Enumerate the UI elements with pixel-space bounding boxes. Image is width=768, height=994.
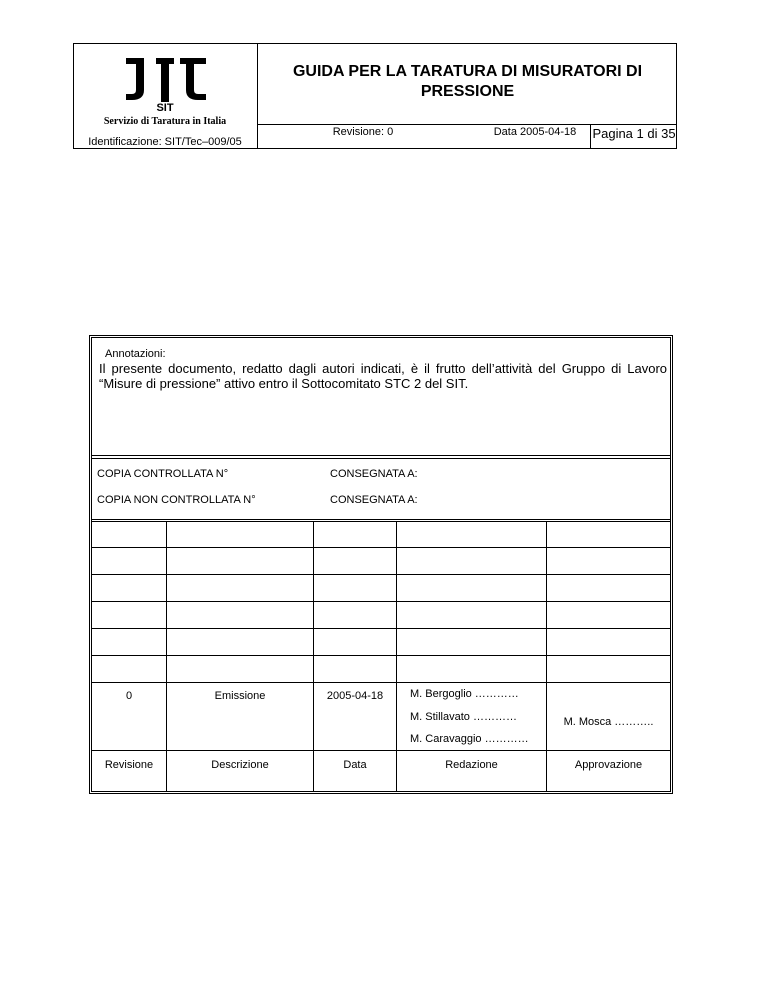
table-row-line <box>92 682 670 683</box>
page-number: Pagina 1 di 35 <box>592 126 676 141</box>
redaction-author: M. Stillavato ………… <box>410 711 517 723</box>
controlled-copy-label: COPIA CONTROLLATA N° <box>97 468 229 480</box>
table-column-line <box>396 521 397 791</box>
table-row-line <box>92 547 670 548</box>
section-divider <box>92 455 670 456</box>
table-column-line <box>546 521 547 791</box>
redaction-author: M. Bergoglio ………… <box>410 688 519 700</box>
table-top-border <box>92 521 670 522</box>
table-column-line <box>166 521 167 791</box>
section-divider <box>92 458 670 459</box>
approval-author: M. Mosca ……….. <box>563 716 654 728</box>
controlled-delivered-label: CONSEGNATA A: <box>330 468 418 480</box>
title-line: GUIDA PER LA TARATURA DI MISURATORI DI <box>292 63 643 80</box>
column-header-description: Descrizione <box>211 759 269 771</box>
title-line: PRESSIONE <box>420 83 515 100</box>
column-header-date: Data <box>343 759 367 771</box>
column-header-revision: Revisione <box>104 759 154 771</box>
redaction-author: M. Caravaggio ………… <box>410 733 529 745</box>
uncontrolled-delivered-label: CONSEGNATA A: <box>330 494 418 506</box>
date-label: Data 2005-04-18 <box>493 126 577 138</box>
revision-label: Revisione: 0 <box>332 126 394 138</box>
document-title <box>258 62 677 102</box>
table-top-border <box>92 519 670 520</box>
table-row-line <box>92 601 670 602</box>
table-row-line <box>92 750 670 751</box>
table-row-line <box>92 628 670 629</box>
logo-subtitle: Servizio di Taratura in Italia <box>103 116 227 127</box>
table-row-line <box>92 574 670 575</box>
document-identification: Identificazione: SIT/Tec–009/05 <box>88 136 242 148</box>
revision-description: Emissione <box>214 690 266 702</box>
annotations-text: Il presente documento, redatto dagli autori indicati, è il frutto dell’attività del Gruppo di Lavoro “Misure di pressione” attivo entro il Sottocomitato STC 2 del SIT. <box>99 361 667 391</box>
header-divider <box>257 124 677 125</box>
uncontrolled-copy-label: COPIA NON CONTROLLATA N° <box>97 494 256 506</box>
logo-text: SIT <box>156 102 174 114</box>
column-header-approval: Approvazione <box>574 759 643 771</box>
table-column-line <box>313 521 314 791</box>
revision-date: 2005-04-18 <box>326 690 384 702</box>
column-header-redaction: Redazione <box>445 759 498 771</box>
sit-logo <box>122 56 208 104</box>
annotations-label: Annotazioni: <box>105 348 166 360</box>
revision-number: 0 <box>125 690 133 702</box>
table-row-line <box>92 655 670 656</box>
